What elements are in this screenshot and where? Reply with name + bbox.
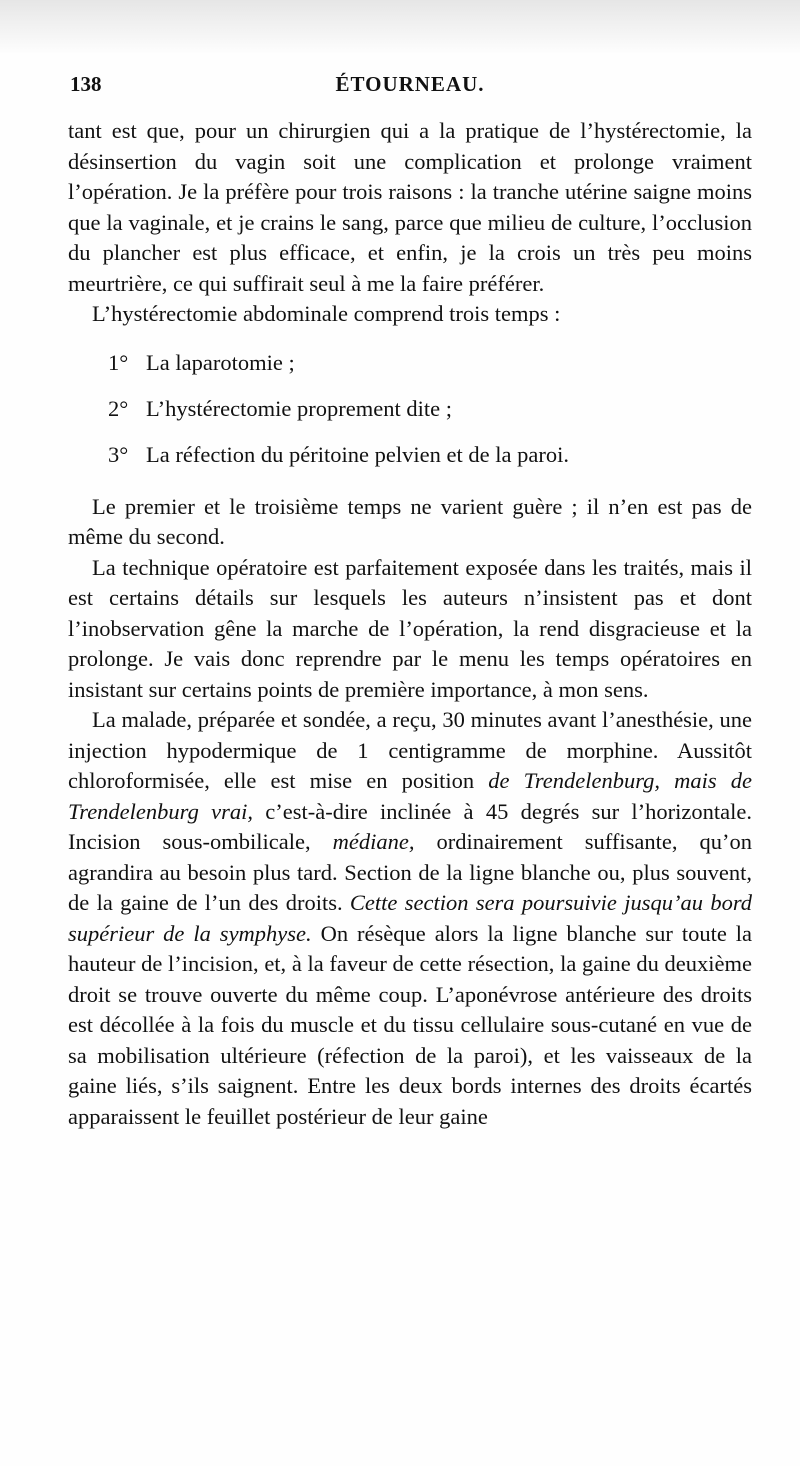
list-number: 2° — [108, 395, 129, 421]
italic-run: de Trendelenburg, mais de Trendelenburg vrai, — [68, 768, 752, 824]
paragraph — [68, 705, 752, 1132]
list-item — [68, 432, 752, 478]
italic-run: médiane, — [332, 829, 415, 854]
list-number: 3° — [108, 441, 129, 467]
text-run: ordinairement suffisante, qu’on agrandira au besoin plus tard. Section de la ligne blanche ou, plus souvent, de la gaine de l’un des droits. — [68, 829, 752, 915]
running-title: ÉTOURNEAU. — [335, 72, 485, 96]
text-run: On résèque alors la ligne blanche sur toute la hauteur de l’incision, et, à la faveur de cette résection, la gaine du deuxième droit se trouve ouverte du même coup. L’aponévrose antérieure des droits est décollée à la fois du muscle et du tissu cellulaire sous-cutané en vue de sa mobilisation ultérieure (réfection de la paroi), et les vaisseaux de la gaine liés, s’ils saignent. Entre les deux bords internes des droits écartés apparaissent le feuillet postérieur de leur gaine — [68, 920, 752, 1129]
page-number: 138 — [70, 72, 102, 96]
list-number: 1° — [108, 349, 129, 375]
paragraph: Le premier et le troisième temps ne varient guère ; il n’en est pas de même du second. — [68, 493, 752, 549]
list-text: La laparotomie ; — [146, 349, 295, 375]
list-item — [68, 386, 752, 432]
steps-list — [68, 340, 752, 478]
list-item — [68, 340, 752, 386]
body-text — [68, 116, 752, 1132]
text-run: c’est-à-dire inclinée à 45 degrés sur l’horizontale. Incision sous-ombilicale, — [68, 798, 752, 854]
text-run: La malade, préparée et sondée, a reçu, 30 minutes avant l’anesthésie, une injection hypodermique de 1 centigramme de morphine. Aussitôt chloroformisée, elle est mise en position — [68, 707, 752, 793]
page-header — [70, 72, 750, 102]
italic-run: Cette section sera poursuivie jusqu’au bord supérieur de la symphyse. — [68, 890, 752, 946]
paragraph: La technique opératoire est parfaitement exposée dans les traités, mais il est certains détails sur lesquels les auteurs n’insistent pas et dont l’inobservation gêne la marche de l’opération, la rend disgracieuse et la prolonge. Je vais donc reprendre par le menu les temps opératoires en insistant sur certains points de première importance, à mon sens. — [68, 554, 752, 702]
list-text: L’hystérectomie proprement dite ; — [146, 395, 452, 421]
scan-shadow — [0, 0, 800, 55]
paragraph: L’hystérectomie abdominale comprend trois temps : — [92, 301, 561, 326]
list-text: La réfection du péritoine pelvien et de la paroi. — [146, 441, 569, 467]
paragraph: tant est que, pour un chirurgien qui a la pratique de l’hystérectomie, la désinsertion du vagin soit une complication et prolonge vraiment l’opération. Je la préfère pour trois raisons : la tranche utérine saigne moins que la vaginale, et je crains le sang, parce que milieu de culture, l’occlusion du plancher est plus efficace, et enfin, je la crois un très peu moins meurtrière, ce qui suffirait seul à me la faire préférer. — [68, 118, 752, 296]
